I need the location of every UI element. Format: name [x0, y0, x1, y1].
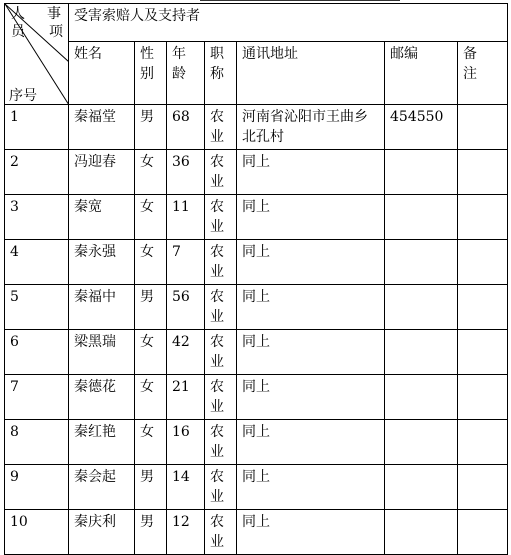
cell-address [237, 105, 385, 150]
table-row [5, 510, 508, 555]
col-header-remarks-label: 备注 [463, 46, 477, 82]
cell-age [167, 195, 205, 240]
cell-gender-value: 女 [140, 379, 154, 395]
cell-age-value: 14 [172, 469, 190, 485]
cell-occupation [205, 420, 237, 465]
table-row [5, 285, 508, 330]
cell-postcode [385, 375, 458, 420]
cell-gender [135, 375, 167, 420]
cell-gender-value: 女 [140, 154, 154, 170]
cell-no [5, 465, 69, 510]
cell-no-value: 6 [10, 334, 19, 350]
cell-occupation [205, 105, 237, 150]
cell-age [167, 375, 205, 420]
cell-name-value: 秦红艳 [74, 424, 116, 440]
cell-age [167, 285, 205, 330]
cell-remarks [458, 195, 508, 240]
cell-age [167, 420, 205, 465]
cell-occupation [205, 375, 237, 420]
cell-name [69, 510, 135, 555]
cell-no-value: 8 [10, 424, 19, 440]
corner-renyuan-2: 员 [11, 24, 25, 40]
header-row-columns [5, 42, 508, 105]
table-row [5, 465, 508, 510]
table-row [5, 375, 508, 420]
cell-address-value: 同上 [242, 514, 270, 530]
corner-shixiang-1: 事 [47, 6, 61, 22]
cell-address [237, 240, 385, 285]
cell-address-value: 同上 [242, 244, 270, 260]
cell-gender-value: 男 [140, 289, 154, 305]
cell-age-value: 21 [172, 379, 190, 395]
table-row [5, 195, 508, 240]
cell-no-value: 9 [10, 469, 19, 485]
cell-age [167, 240, 205, 285]
cell-gender [135, 195, 167, 240]
cell-no [5, 330, 69, 375]
cell-occupation-value: 农业 [210, 289, 224, 325]
cell-gender-value: 女 [140, 244, 154, 260]
cell-postcode-value: 454550 [390, 109, 444, 125]
cell-no [5, 240, 69, 285]
cell-name [69, 150, 135, 195]
cell-occupation [205, 240, 237, 285]
cell-no-value: 3 [10, 199, 19, 215]
cell-name-value: 秦永强 [74, 244, 116, 260]
cell-remarks [458, 105, 508, 150]
cell-name-value: 秦德花 [74, 379, 116, 395]
cell-address [237, 330, 385, 375]
cell-no-value: 5 [10, 289, 19, 305]
cell-age-value: 12 [172, 514, 190, 530]
cell-name-value: 秦宽 [74, 199, 102, 215]
cell-no-value: 4 [10, 244, 19, 260]
corner-renyuan-1: 人 [11, 6, 25, 22]
cell-postcode [385, 420, 458, 465]
cell-age-value: 11 [172, 199, 190, 215]
cell-age-value: 36 [172, 154, 190, 170]
col-header-gender [135, 42, 167, 105]
cell-address-value: 同上 [242, 379, 270, 395]
cell-address [237, 285, 385, 330]
cell-address-value: 同上 [242, 334, 270, 350]
cell-address-value: 同上 [242, 154, 270, 170]
cell-no [5, 420, 69, 465]
cell-occupation-value: 农业 [210, 379, 224, 415]
col-header-address [237, 42, 385, 105]
cell-no-value: 7 [10, 379, 19, 395]
cell-name [69, 330, 135, 375]
cell-no-value: 1 [10, 109, 19, 125]
cell-address [237, 150, 385, 195]
cell-name [69, 105, 135, 150]
table-row [5, 330, 508, 375]
cell-remarks [458, 510, 508, 555]
cell-postcode [385, 330, 458, 375]
cell-name [69, 285, 135, 330]
cell-gender-value: 男 [140, 109, 154, 125]
corner-xuhao: 序号 [9, 88, 37, 104]
cell-no [5, 195, 69, 240]
col-header-address-label: 通讯地址 [242, 46, 298, 62]
cell-age [167, 510, 205, 555]
cell-no [5, 375, 69, 420]
cell-occupation-value: 农业 [210, 154, 224, 190]
cell-address [237, 465, 385, 510]
cell-occupation-value: 农业 [210, 109, 224, 145]
cell-name [69, 195, 135, 240]
cell-gender [135, 465, 167, 510]
cell-postcode [385, 285, 458, 330]
cell-gender [135, 420, 167, 465]
cell-gender [135, 240, 167, 285]
cell-no-value: 10 [10, 514, 28, 530]
cell-remarks [458, 240, 508, 285]
table-row [5, 240, 508, 285]
cell-address-value: 同上 [242, 289, 270, 305]
cell-occupation [205, 285, 237, 330]
cell-occupation-value: 农业 [210, 514, 224, 550]
cell-occupation [205, 465, 237, 510]
cell-gender-value: 男 [140, 514, 154, 530]
cell-age-value: 16 [172, 424, 190, 440]
group-title-cell [69, 4, 508, 42]
cell-occupation [205, 195, 237, 240]
cell-gender-value: 女 [140, 424, 154, 440]
cell-address [237, 510, 385, 555]
cell-address-value: 河南省沁阳市王曲乡北孔村 [242, 109, 368, 145]
col-header-age [167, 42, 205, 105]
col-header-remarks [458, 42, 508, 105]
cell-age-value: 68 [172, 109, 190, 125]
cell-gender [135, 510, 167, 555]
cell-age [167, 150, 205, 195]
cell-postcode [385, 465, 458, 510]
cell-postcode [385, 195, 458, 240]
cell-address-value: 同上 [242, 424, 270, 440]
col-header-occupation [205, 42, 237, 105]
col-header-gender-label: 性别 [140, 46, 154, 82]
cell-postcode [385, 510, 458, 555]
cell-address [237, 420, 385, 465]
cell-no [5, 285, 69, 330]
col-header-age-label: 年龄 [172, 46, 186, 82]
cell-name-value: 冯迎春 [74, 154, 116, 170]
col-header-occupation-label: 职称 [210, 46, 224, 82]
cell-remarks [458, 150, 508, 195]
cell-age-value: 56 [172, 289, 190, 305]
cell-gender-value: 女 [140, 199, 154, 215]
cell-address-value: 同上 [242, 199, 270, 215]
cell-gender-value: 女 [140, 334, 154, 350]
col-header-name-label: 姓名 [74, 46, 102, 62]
cell-name-value: 秦庆利 [74, 514, 116, 530]
cell-occupation-value: 农业 [210, 424, 224, 460]
cell-postcode [385, 150, 458, 195]
cell-no [5, 150, 69, 195]
cell-occupation-value: 农业 [210, 244, 224, 280]
cell-gender-value: 男 [140, 469, 154, 485]
cell-occupation [205, 330, 237, 375]
cell-no [5, 510, 69, 555]
corner-header-cell [5, 4, 69, 105]
table-row [5, 105, 508, 150]
cell-age [167, 330, 205, 375]
cell-remarks [458, 285, 508, 330]
cell-gender [135, 105, 167, 150]
cell-occupation [205, 150, 237, 195]
cell-remarks [458, 420, 508, 465]
cell-occupation [205, 510, 237, 555]
cell-gender [135, 330, 167, 375]
cell-age-value: 42 [172, 334, 190, 350]
cell-name [69, 465, 135, 510]
header-row-group [5, 4, 508, 42]
cell-age [167, 465, 205, 510]
cell-age-value: 7 [172, 244, 181, 260]
table-row [5, 150, 508, 195]
cell-gender [135, 150, 167, 195]
cell-name-value: 秦会起 [74, 469, 116, 485]
cell-remarks [458, 375, 508, 420]
cell-occupation-value: 农业 [210, 334, 224, 370]
cell-remarks [458, 330, 508, 375]
col-header-postcode [385, 42, 458, 105]
cell-address [237, 375, 385, 420]
cell-name-value: 秦福堂 [74, 109, 116, 125]
cell-occupation-value: 农业 [210, 469, 224, 505]
cell-gender [135, 285, 167, 330]
claimants-table [4, 3, 508, 555]
cell-occupation-value: 农业 [210, 199, 224, 235]
cell-no [5, 105, 69, 150]
cell-address-value: 同上 [242, 469, 270, 485]
cell-name [69, 375, 135, 420]
group-title: 受害索赔人及支持者 [74, 8, 200, 24]
cell-age [167, 105, 205, 150]
cell-name [69, 420, 135, 465]
cell-postcode [385, 240, 458, 285]
cell-address [237, 195, 385, 240]
table-row [5, 420, 508, 465]
cell-no-value: 2 [10, 154, 19, 170]
cell-name [69, 240, 135, 285]
col-header-name [69, 42, 135, 105]
cell-postcode [385, 105, 458, 150]
col-header-postcode-label: 邮编 [390, 46, 418, 62]
corner-shixiang-2: 项 [49, 24, 63, 40]
cell-name-value: 梁黑瑞 [74, 334, 116, 350]
cell-remarks [458, 465, 508, 510]
cell-name-value: 秦福中 [74, 289, 116, 305]
